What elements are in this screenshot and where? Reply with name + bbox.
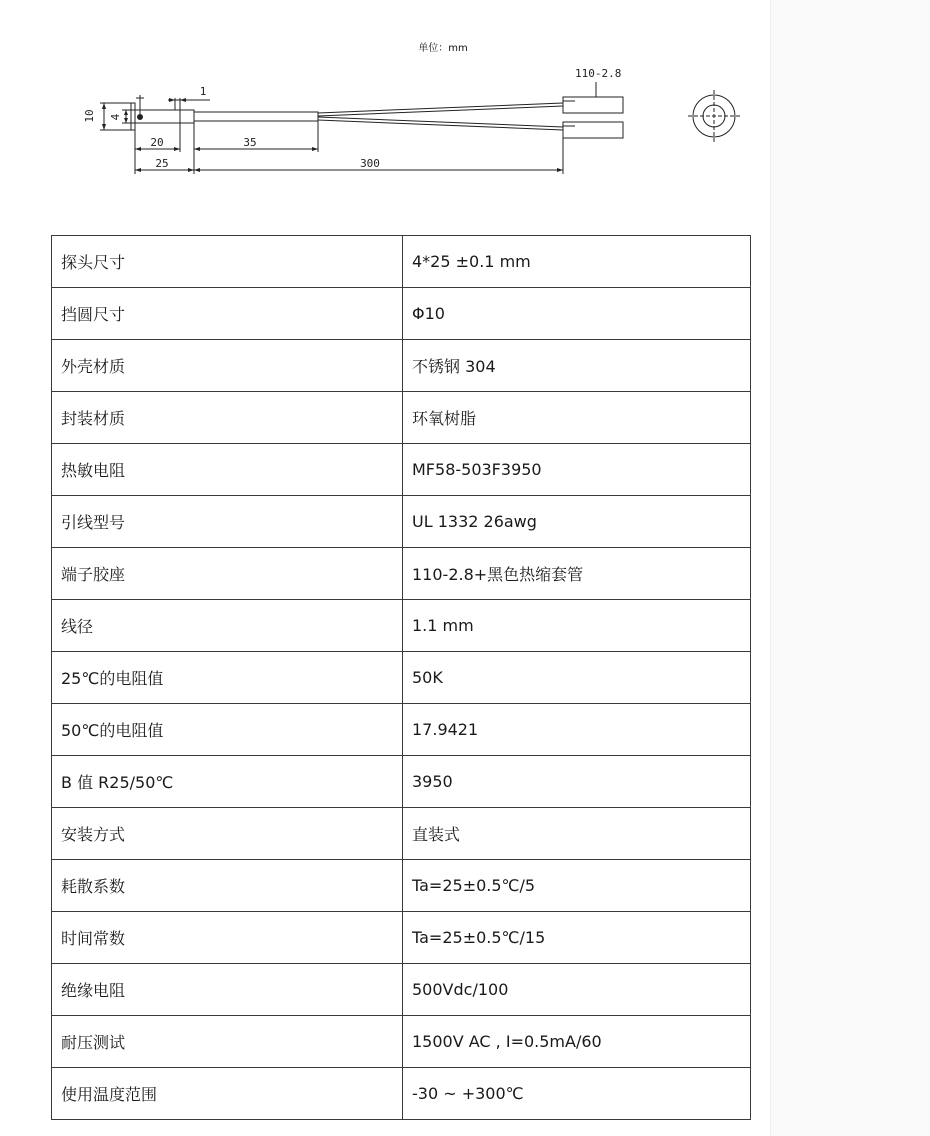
spec-label: 使用温度范围	[52, 1068, 403, 1120]
spec-value: 110-2.8+黑色热缩套管	[403, 548, 751, 600]
spec-label: 线径	[52, 600, 403, 652]
spec-value: 不锈钢 304	[403, 340, 751, 392]
dim-4-label: 4	[109, 113, 122, 121]
table-row	[52, 912, 751, 964]
spec-value: Φ10	[403, 288, 751, 340]
spec-label: 外壳材质	[52, 340, 403, 392]
spec-label: B 值 R25/50℃	[52, 756, 403, 808]
table-row	[52, 652, 751, 704]
spec-label: 安装方式	[52, 808, 403, 860]
table-row	[52, 236, 751, 288]
spec-value: 直装式	[403, 808, 751, 860]
terminal-bottom	[563, 122, 623, 138]
table-row	[52, 340, 751, 392]
spec-value: MF58-503F3950	[403, 444, 751, 496]
baffle-ring-outline	[131, 103, 135, 130]
table-row	[52, 600, 751, 652]
spec-label: 热敏电阻	[52, 444, 403, 496]
dimension-drawing	[0, 0, 770, 200]
table-row	[52, 756, 751, 808]
spec-label: 耗散系数	[52, 860, 403, 912]
dim-300-label: 300	[360, 157, 380, 170]
terminal-label: 110-2.8	[575, 67, 622, 80]
spec-value: 1500V AC , I=0.5mA/60	[403, 1016, 751, 1068]
heat-shrink-sleeve	[194, 112, 318, 121]
table-row	[52, 548, 751, 600]
spec-value: UL 1332 26awg	[403, 496, 751, 548]
spec-label: 端子胶座	[52, 548, 403, 600]
spec-value: 1.1 mm	[403, 600, 751, 652]
spec-label: 50℃的电阻值	[52, 704, 403, 756]
probe-tube-outline	[180, 110, 194, 123]
table-row	[52, 964, 751, 1016]
table-row	[52, 444, 751, 496]
dim-35-label: 35	[243, 136, 257, 149]
spec-value: Ta=25±0.5℃/15	[403, 912, 751, 964]
dim-25-label: 25	[155, 157, 169, 170]
table-row	[52, 496, 751, 548]
unit-label: 单位：mm	[418, 43, 468, 54]
table-row	[52, 288, 751, 340]
spec-value: 500Vdc/100	[403, 964, 751, 1016]
dim-20-label: 20	[150, 136, 164, 149]
spec-label: 耐压测试	[52, 1016, 403, 1068]
dim-1-label: 1	[199, 85, 207, 98]
sensor-dot	[138, 115, 143, 120]
spec-value: 17.9421	[403, 704, 751, 756]
spec-label: 挡圆尺寸	[52, 288, 403, 340]
spec-table	[51, 235, 751, 1120]
table-row	[52, 808, 751, 860]
table-row	[52, 392, 751, 444]
table-row	[52, 704, 751, 756]
probe-drawing-svg	[0, 0, 770, 200]
dim-10-label: 10	[83, 109, 96, 123]
table-row	[52, 1068, 751, 1120]
spec-label: 引线型号	[52, 496, 403, 548]
spec-label: 时间常数	[52, 912, 403, 964]
spec-label: 绝缘电阻	[52, 964, 403, 1016]
spec-value: 4*25 ±0.1 mm	[403, 236, 751, 288]
spec-label: 探头尺寸	[52, 236, 403, 288]
spec-value: Ta=25±0.5℃/5	[403, 860, 751, 912]
table-row	[52, 1016, 751, 1068]
table-row	[52, 860, 751, 912]
spec-label: 封装材质	[52, 392, 403, 444]
spec-value: 50K	[403, 652, 751, 704]
spec-value: 环氧树脂	[403, 392, 751, 444]
terminal-top	[563, 97, 623, 113]
spec-value: 3950	[403, 756, 751, 808]
spec-value: -30 ~ +300℃	[403, 1068, 751, 1120]
right-margin-panel	[770, 0, 930, 1136]
spec-label: 25℃的电阻值	[52, 652, 403, 704]
